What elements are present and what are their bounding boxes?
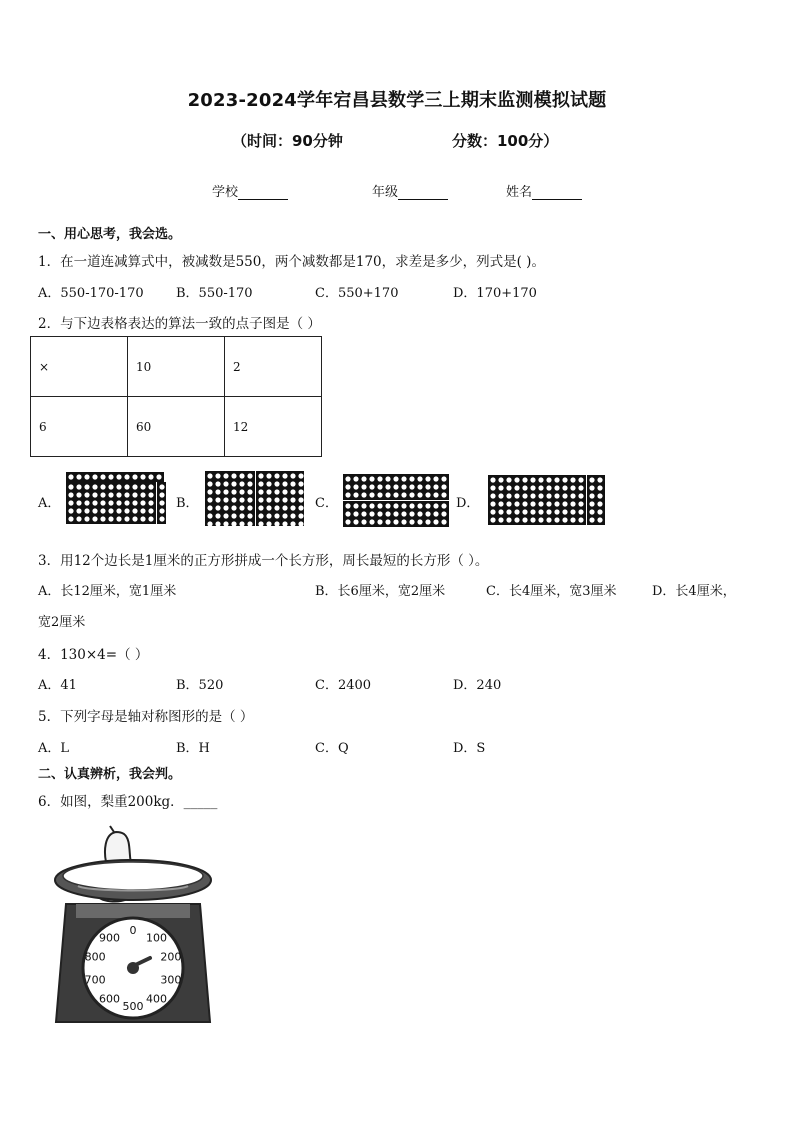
dot-block	[66, 472, 164, 482]
page-title: 2023-2024学年宕昌县数学三上期末监测模拟试题	[187, 90, 607, 111]
exam-time: （时间：90分钟	[232, 132, 343, 150]
grade-field	[372, 181, 448, 200]
q3-option-a[interactable]: A．长12厘米，宽1厘米	[38, 584, 177, 599]
school-label: 学校	[212, 185, 239, 200]
q5-option-c[interactable]: C．Q	[315, 741, 349, 756]
q5-option-d[interactable]: D．S	[453, 741, 486, 756]
q5-option-a[interactable]: A．L	[38, 741, 70, 756]
table-cell: ×	[31, 337, 128, 397]
section-2-title: 二、认真辨析，我会判。	[38, 767, 182, 782]
q2-option-b[interactable]: B．	[176, 496, 199, 511]
q2-option-c[interactable]: C．	[315, 496, 338, 511]
table-cell: 6	[31, 397, 128, 457]
table-cell: 2	[225, 337, 322, 397]
dot-diagram-c[interactable]	[342, 473, 454, 529]
q4-option-d[interactable]: D．240	[453, 678, 502, 693]
dot-block	[256, 471, 304, 526]
q1-option-c[interactable]: C．550+170	[315, 286, 399, 301]
q3-option-d[interactable]: D．长4厘米，	[652, 584, 736, 599]
section-1-title: 一、用心思考，我会选。	[38, 227, 182, 242]
dial-label: 300	[160, 973, 182, 987]
table-row	[31, 397, 322, 457]
school-blank[interactable]	[238, 185, 288, 200]
q2-option-d[interactable]: D．	[456, 496, 480, 511]
q1-option-a[interactable]: A．550-170-170	[38, 286, 144, 301]
name-field	[506, 181, 582, 200]
q4-option-a[interactable]: A．41	[38, 678, 77, 693]
name-label: 姓名	[506, 185, 533, 200]
q3-option-d-continued: 宽2厘米	[38, 615, 86, 630]
dot-block	[343, 474, 449, 500]
grade-blank[interactable]	[398, 185, 448, 200]
question-2: 2．与下边表格表达的算法一致的点子图是（ ）	[38, 316, 321, 332]
q3-option-c[interactable]: C．长4厘米，宽3厘米	[486, 584, 617, 599]
dot-diagram-b[interactable]	[204, 470, 304, 526]
q1-option-d[interactable]: D．170+170	[453, 286, 537, 301]
name-blank[interactable]	[532, 185, 582, 200]
dial-label: 600	[99, 992, 120, 1006]
question-1: 1．在一道连减算式中，被减数是550，两个减数都是170，求差是多少，列式是( )。	[38, 254, 545, 270]
dot-block	[205, 471, 255, 526]
q2-option-a[interactable]: A．	[38, 496, 61, 511]
dial-label: 0	[129, 924, 137, 937]
question-3: 3．用12个边长是1厘米的正方形拼成一个长方形，周长最短的长方形（ ）。	[38, 553, 489, 569]
dial-label: 100	[146, 931, 167, 945]
dial-label: 900	[99, 931, 120, 945]
question-5: 5．下列字母是轴对称图形的是（ ）	[38, 709, 254, 725]
grade-label: 年级	[372, 185, 399, 200]
q1-option-b[interactable]: B．550-170	[176, 286, 253, 301]
table-cell: 10	[128, 337, 225, 397]
dot-block	[157, 482, 166, 524]
dot-block	[488, 475, 586, 525]
dial-label: 400	[146, 992, 167, 1006]
question-6: 6．如图，梨重200kg．_____	[38, 794, 218, 810]
dial-label: 200	[160, 950, 182, 964]
dot-block	[66, 482, 156, 524]
table-row	[31, 337, 322, 397]
dial-label: 500	[122, 1000, 144, 1013]
q3-option-b[interactable]: B．长6厘米，宽2厘米	[315, 584, 446, 599]
dot-block	[343, 501, 449, 527]
pear-scale-figure	[48, 818, 218, 1030]
table-cell: 60	[128, 397, 225, 457]
table-cell: 12	[225, 397, 322, 457]
dial-label: 700	[84, 973, 106, 987]
dot-diagram-a[interactable]	[64, 471, 166, 529]
exam-score: 分数：100分）	[452, 132, 559, 150]
question-4: 4．130×4=（ ）	[38, 647, 149, 663]
q4-option-c[interactable]: C．2400	[315, 678, 372, 693]
multiplication-table	[30, 336, 322, 457]
school-field	[212, 181, 288, 200]
q5-option-b[interactable]: B．H	[176, 741, 210, 756]
q4-option-b[interactable]: B．520	[176, 678, 224, 693]
dial-label: 800	[84, 950, 106, 964]
dot-block	[587, 475, 605, 525]
scale-pan-icon	[55, 860, 211, 900]
dot-diagram-d[interactable]	[487, 474, 605, 530]
